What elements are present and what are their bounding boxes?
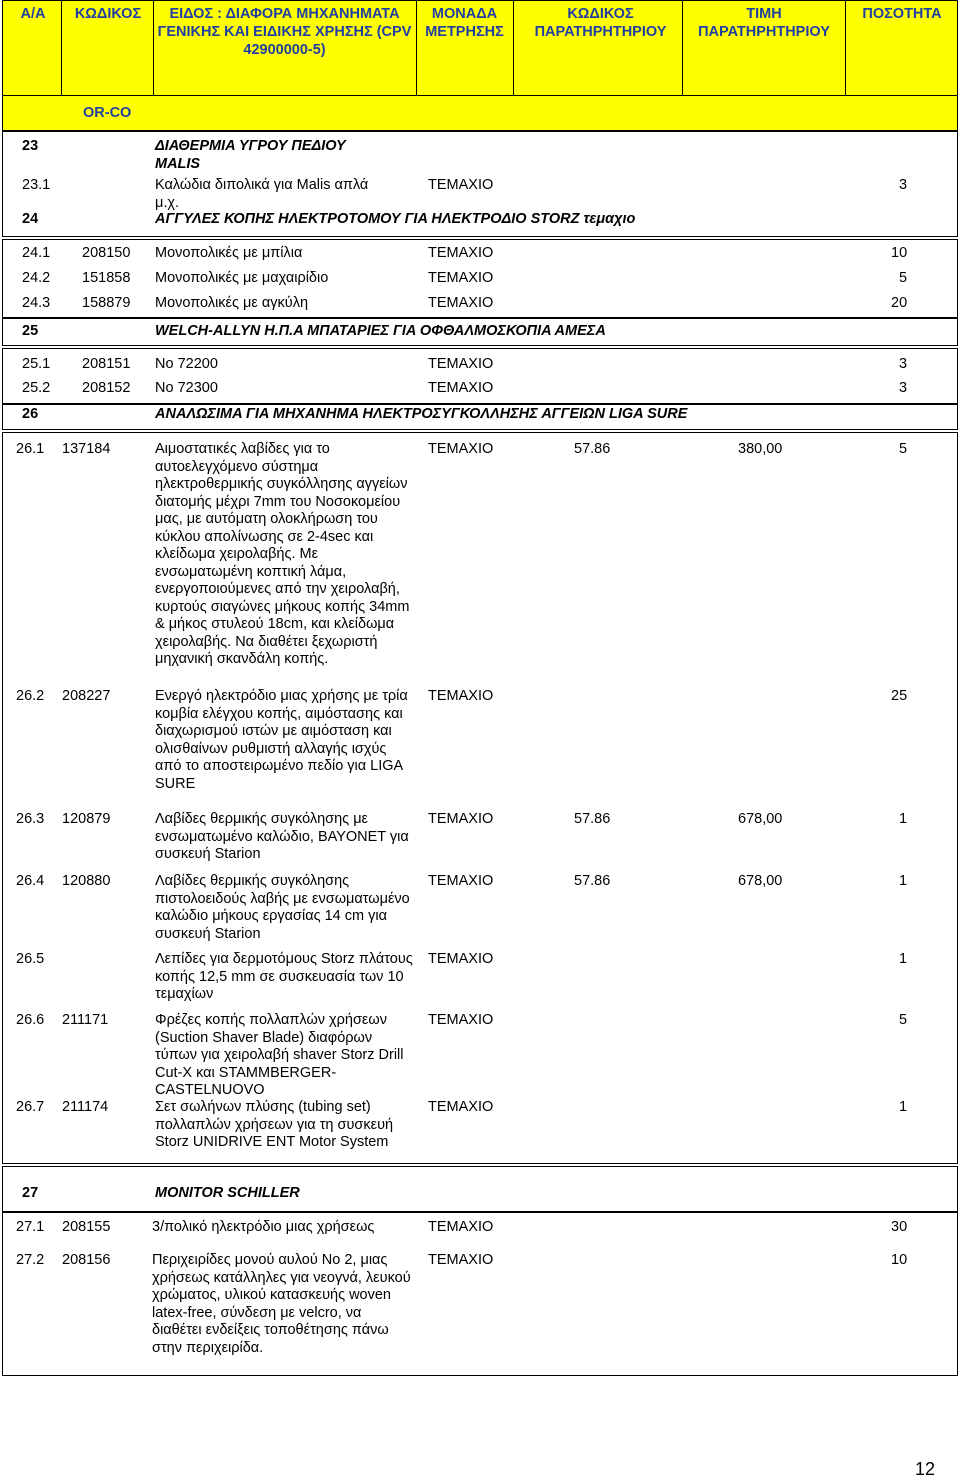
section-number: 24 <box>22 211 39 227</box>
row-description: Ενεργό ηλεκτρόδιο μιας χρήσης με τρία κομβία ελέγχου κοπής, αιμόστασης και διαχωρισμού ιστών με αιμόσταση και ολισθαίνων ρυθμιστή αλλαγής ισχύς από το αποστειρωμένο πεδίο για LIGA SURE <box>155 688 408 792</box>
row-aa: 24.3 <box>22 295 51 311</box>
row-description: No 72300 <box>155 380 218 396</box>
row-code: 137184 <box>62 441 111 457</box>
row-aa: 26.7 <box>16 1099 45 1115</box>
row-description: Μονοπολικές με μαχαιρίδιο <box>155 270 329 286</box>
row-code: 151858 <box>82 270 131 286</box>
row-unit: ΤΕΜΑΧΙΟ <box>428 811 494 827</box>
row-code: 208155 <box>62 1219 111 1235</box>
row-code: 211171 <box>62 1012 109 1028</box>
row-quantity: 5 <box>899 441 908 457</box>
section-number: 26 <box>22 406 39 422</box>
row-code: 208227 <box>62 688 111 704</box>
row-unit: ΤΕΜΑΧΙΟ <box>428 1012 494 1028</box>
row-unit: ΤΕΜΑΧΙΟ <box>428 951 494 967</box>
header-divider <box>682 1 683 95</box>
row-unit: ΤΕΜΑΧΙΟ <box>428 270 494 286</box>
row-obs-code: 57.86 <box>574 873 611 889</box>
row-unit: ΤΕΜΑΧΙΟ <box>428 441 494 457</box>
section-title: ΑΓΓΥΛΕΣ ΚΟΠΗΣ ΗΛΕΚΤΡΟΤΟΜΟΥ ΓΙΑ ΗΛΕΚΤΡΟΔΙΟ STORZ τεμαχιο <box>155 211 636 227</box>
row-code: 208151 <box>82 356 131 372</box>
header-obs-code: ΚΩΔΙΚΟΣ ΠΑΡΑΤΗΡΗΤΗΡΙΟΥ <box>534 6 667 40</box>
section-title: WELCH-ALLYN Η.Π.Α ΜΠΑΤΑΡΙΕΣ ΓΙΑ ΟΦΘΑΛΜΟΣΚΟΠΙΑ ΑΜΕΣΑ <box>155 323 606 339</box>
row-description: Λεπίδες για δερμοτόμους Storz πλάτους κοπής 12,5 mm σε συσκευασία των 10 τεμαχίων <box>155 951 413 1002</box>
row-aa: 24.2 <box>22 270 51 286</box>
header-divider <box>513 1 514 95</box>
row-aa: 26.1 <box>16 441 45 457</box>
row-aa: 25.2 <box>22 380 51 396</box>
row-description: No 72200 <box>155 356 218 372</box>
row-code: 208150 <box>82 245 131 261</box>
row-description: Σετ σωλήνων πλύσης (tubing set) πολλαπλών χρήσεων για τη συσκευή Storz UNIDRIVE ENT Motor System <box>155 1099 394 1150</box>
row-obs-price: 678,00 <box>738 873 783 889</box>
header-species: ΕΙΔΟΣ : ΔΙΑΦΟΡΑ ΜΗΧΑΝΗΜΑΤΑ ΓΕΝΙΚΗΣ ΚΑΙ ΕΙΔΙΚΗΣ ΧΡΗΣΗΣ (CPV 42900000-5) <box>157 6 412 58</box>
row-aa: 26.3 <box>16 811 45 827</box>
row-quantity: 20 <box>891 295 908 311</box>
row-quantity: 3 <box>899 380 908 396</box>
section-26-block <box>2 432 958 1164</box>
row-description: Καλώδια διπολικά για Malis απλά μ.χ. <box>155 177 369 211</box>
row-aa: 24.1 <box>22 245 51 261</box>
row-code: 120880 <box>62 873 111 889</box>
row-aa: 23.1 <box>22 177 51 193</box>
row-description: Λαβίδες θερμικής συγκόλησης με ενσωματωμένο καλώδιο, BAYONET για συσκευή Starion <box>155 811 409 862</box>
row-code: 208156 <box>62 1252 111 1268</box>
section-27-block <box>2 1212 958 1376</box>
row-aa: 26.6 <box>16 1012 45 1028</box>
row-obs-code: 57.86 <box>574 441 611 457</box>
row-unit: ΤΕΜΑΧΙΟ <box>428 177 494 193</box>
row-code: 208152 <box>82 380 131 396</box>
row-obs-price: 380,00 <box>738 441 783 457</box>
row-quantity: 5 <box>899 1012 908 1028</box>
header-divider <box>61 1 62 95</box>
section-number: 27 <box>22 1185 39 1201</box>
row-code: 120879 <box>62 811 111 827</box>
section-number: 23 <box>22 138 39 154</box>
section-27-header <box>2 1166 958 1212</box>
row-code: 211174 <box>62 1099 109 1115</box>
row-quantity: 30 <box>891 1219 908 1235</box>
table-header <box>2 0 958 131</box>
row-quantity: 10 <box>891 1252 908 1268</box>
row-description: Φρέζες κοπής πολλαπλών χρήσεων (Suction Shaver Blade) διαφόρων τύπων για χειρολαβή shaver Storz Drill Cut-X και STAMMBERGER-CASTELNUOVO <box>155 1012 404 1098</box>
header-aa: Α/Α <box>20 6 46 22</box>
header-obs-price: ΤΙΜΗ ΠΑΡΑΤΗΡΗΤΗΡΙΟΥ <box>698 6 830 40</box>
row-quantity: 10 <box>891 245 908 261</box>
row-description: Μονοπολικές με αγκύλη <box>155 295 309 311</box>
header-unit: ΜΟΝΑΔΑ ΜΕΤΡΗΣΗΣ <box>425 6 504 40</box>
row-description: 3/πολικό ηλεκτρόδιο μιας χρήσεως <box>152 1219 375 1235</box>
header-quantity: ΠΟΣΟΤΗΤΑ <box>862 6 942 22</box>
row-aa: 27.1 <box>16 1219 45 1235</box>
row-obs-code: 57.86 <box>574 811 611 827</box>
header-divider <box>845 1 846 95</box>
row-description: Λαβίδες θερμικής συγκόλησης πιστολοειδούς λαβής με ενσωματωμένο καλώδιο μήκους εργασίας 14 cm για συσκευή Starion <box>155 873 410 942</box>
header-orco: OR-CO <box>83 105 132 121</box>
row-unit: ΤΕΜΑΧΙΟ <box>428 1099 494 1115</box>
header-divider <box>416 1 417 95</box>
row-quantity: 25 <box>891 688 908 704</box>
section-title: MONITOR SCHILLER <box>155 1185 300 1201</box>
row-code: 158879 <box>82 295 131 311</box>
row-unit: ΤΕΜΑΧΙΟ <box>428 1252 494 1268</box>
row-obs-price: 678,00 <box>738 811 783 827</box>
header-divider <box>153 1 154 95</box>
header-divider <box>3 95 957 96</box>
row-quantity: 5 <box>899 270 908 286</box>
row-unit: ΤΕΜΑΧΙΟ <box>428 356 494 372</box>
row-aa: 25.1 <box>22 356 51 372</box>
row-unit: ΤΕΜΑΧΙΟ <box>428 688 494 704</box>
header-code: ΚΩΔΙΚΟΣ <box>74 6 142 22</box>
section-title: ΑΝΑΛΩΣΙΜΑ ΓΙΑ ΜΗΧΑΝΗΜΑ ΗΛΕΚΤΡΟΣΥΓΚΟΛΛΗΣΗΣ ΑΓΓΕΙΩΝ LIGA SURE <box>155 406 688 422</box>
page-number: 12 <box>915 1459 936 1479</box>
row-description: Αιμοστατικές λαβίδες για το αυτοελεγχόμενο σύστημα ηλεκτροθερμικής συγκόλλησης αγγείων διατομής μέχρι 7mm του Νοσοκομείου μας, με αυτόματη ολοκλήρωση του κύκλου απολίνωσης σε 2-4sec και κλείδωμα χειρολαβής. Με ενσωματωμένη κοπτική λάμα, ενεργοποιούμενες από την χειρολαβή, κυρτούς σιαγώνες μήκους κοπής 34mm & μήκος στυλεού 18cm, και κλείδωμα χειρολαβής. Να διαθέτει ξεχωριστή μηχανική σκανδάλη κοπής. <box>155 441 410 667</box>
row-unit: ΤΕΜΑΧΙΟ <box>428 873 494 889</box>
section-number: 25 <box>22 323 39 339</box>
row-unit: ΤΕΜΑΧΙΟ <box>428 245 494 261</box>
row-quantity: 3 <box>899 177 908 193</box>
row-quantity: 3 <box>899 356 908 372</box>
row-description: Περιχειρίδες μονού αυλού Νο 2, μιας χρήσεως κατάλληλες για νεογνά, λευκού χρώματος, υλικού κατασκευής woven latex-free, σύνδεση με velcro, να διαθέτει ενδείξεις τοποθέτησης πάνω στην περιχειρίδα. <box>152 1252 411 1356</box>
row-aa: 26.4 <box>16 873 45 889</box>
section-title: ΔΙΑΘΕΡΜΙΑ ΥΓΡΟΥ ΠΕΔΙΟΥ MALIS <box>155 138 346 172</box>
row-unit: ΤΕΜΑΧΙΟ <box>428 295 494 311</box>
row-description: Μονοπολικές με μπίλια <box>155 245 303 261</box>
row-quantity: 1 <box>899 811 908 827</box>
row-unit: ΤΕΜΑΧΙΟ <box>428 1219 494 1235</box>
row-quantity: 1 <box>899 873 908 889</box>
row-unit: ΤΕΜΑΧΙΟ <box>428 380 494 396</box>
row-aa: 26.5 <box>16 951 45 967</box>
row-quantity: 1 <box>899 1099 908 1115</box>
row-aa: 27.2 <box>16 1252 45 1268</box>
row-aa: 26.2 <box>16 688 45 704</box>
row-quantity: 1 <box>899 951 908 967</box>
